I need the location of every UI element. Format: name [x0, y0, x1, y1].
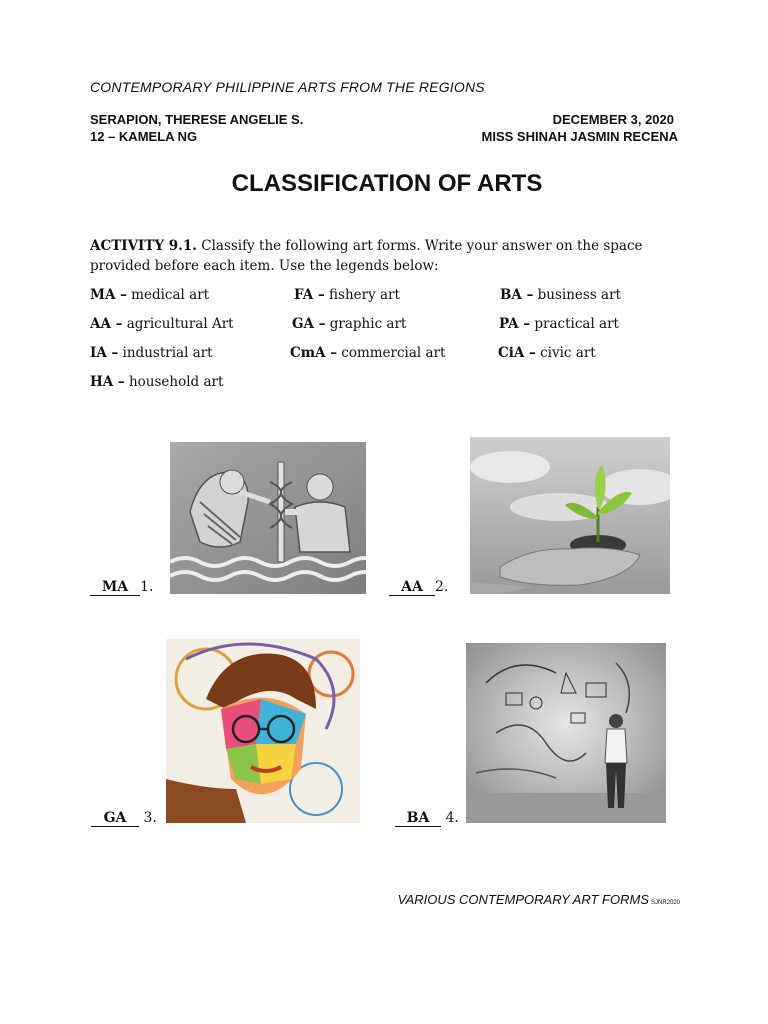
legend-item: MA – medical art	[90, 287, 210, 303]
answer-item-2	[389, 579, 448, 596]
legend-item: BA – business art	[500, 287, 621, 303]
legend-item: CiA – civic art	[498, 345, 596, 361]
legend-item: HA – household art	[90, 374, 224, 390]
activity-label: ACTIVITY 9.1.	[90, 238, 197, 254]
legend-item: PA – practical art	[499, 316, 619, 332]
page-title: CLASSIFICATION OF ARTS	[231, 170, 543, 197]
legend-item: CmA – commercial art	[290, 345, 446, 361]
legend-item: FA – fishery art	[294, 287, 400, 303]
answer-blank: AA	[389, 579, 435, 596]
item-number: 4.	[445, 810, 459, 826]
course-title: CONTEMPORARY PHILIPPINE ARTS FROM THE REGIONS	[90, 79, 485, 95]
footer-mark: SJNR2020	[650, 900, 680, 906]
plant-in-hand-image	[470, 437, 670, 594]
answer-item-3	[91, 810, 157, 827]
item-number: 1.	[140, 579, 154, 595]
footer-text: VARIOUS CONTEMPORARY ART FORMS	[397, 892, 649, 907]
legend-item: GA – graphic art	[292, 316, 407, 332]
answer-item-1	[90, 579, 153, 596]
teacher-name: MISS SHINAH JASMIN RECENA	[481, 129, 678, 144]
medical-art-relief-image	[170, 442, 366, 594]
student-name: SERAPION, THERESE ANGELIE S.	[90, 112, 304, 127]
item-number: 3.	[143, 810, 157, 826]
answer-blank: BA	[395, 810, 441, 827]
date: DECEMBER 3, 2020	[552, 112, 674, 127]
item-number: 2.	[435, 579, 449, 595]
answer-blank: GA	[91, 810, 139, 827]
graphic-art-portrait-image	[166, 639, 360, 823]
section: 12 – KAMELA NG	[90, 129, 198, 144]
business-art-image	[466, 643, 666, 823]
activity-text: Classify the following art forms. Write your answer on the space provided before each item. Use the legends below:	[90, 238, 643, 274]
activity-instructions	[90, 236, 686, 276]
legend-item: AA – agricultural Art	[90, 316, 234, 332]
answer-item-4	[395, 810, 459, 827]
footer	[398, 892, 680, 907]
answer-blank: MA	[90, 579, 140, 596]
legend-item: IA – industrial art	[90, 345, 213, 361]
